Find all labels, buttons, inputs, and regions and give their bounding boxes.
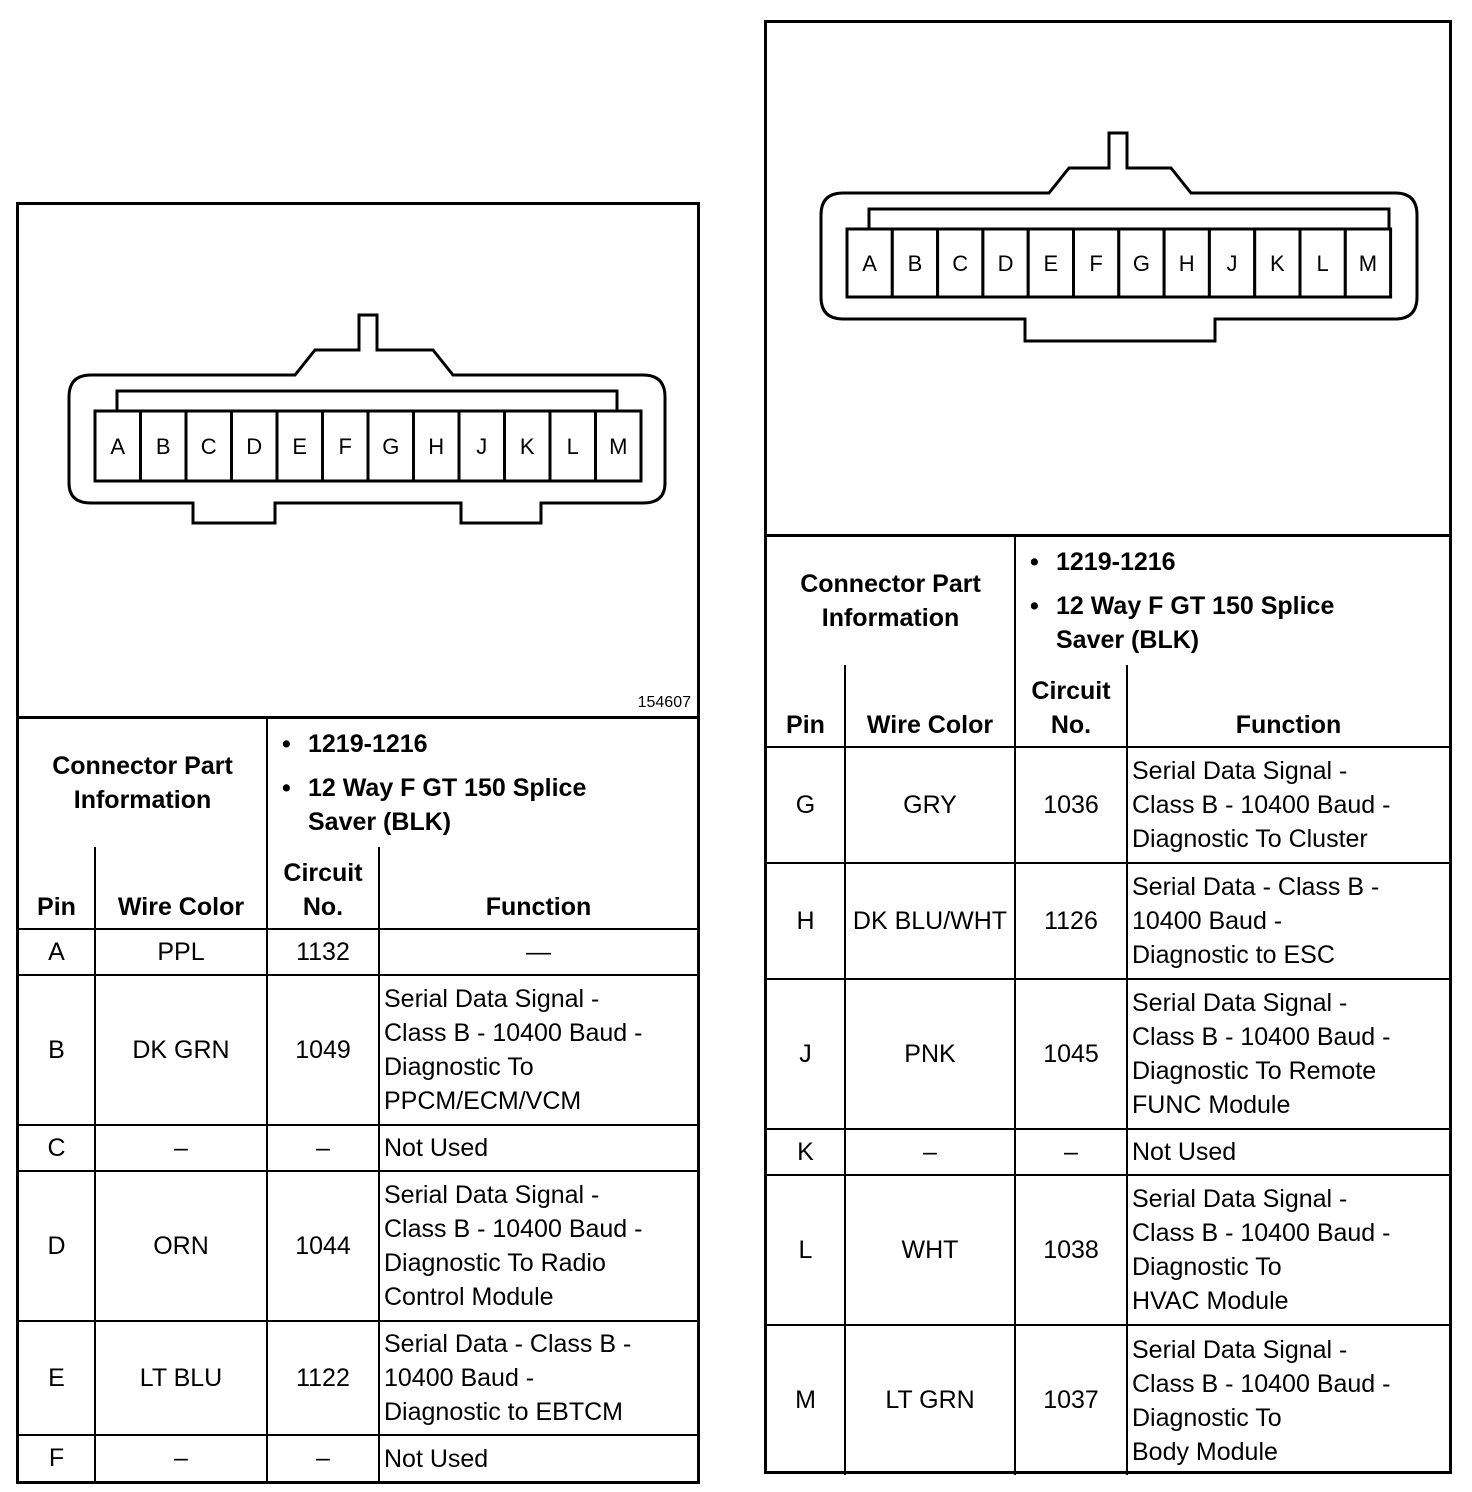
circuit-header: Circuit No.	[267, 847, 379, 929]
function-line: Serial Data Signal -	[384, 1181, 600, 1209]
function-cell	[1127, 1175, 1449, 1325]
pin-cell: L	[767, 1175, 845, 1325]
pin-label-f: F	[1089, 251, 1103, 276]
function-line: Class B - 10400 Baud -	[1132, 1023, 1391, 1051]
wire-color-cell: ORN	[95, 1171, 267, 1321]
pin-cell: K	[767, 1129, 845, 1175]
function-cell	[379, 1125, 697, 1171]
pin-label-a: A	[110, 434, 126, 459]
wire-color-header: Wire Color	[95, 847, 267, 929]
function-cell	[1127, 747, 1449, 863]
connector-part-label	[19, 719, 267, 847]
function-line: PPCM/ECM/VCM	[384, 1087, 582, 1115]
part-number: • 1219-1216	[1056, 545, 1441, 579]
pin-row-k	[767, 1129, 1449, 1175]
pin-row-m	[767, 1325, 1449, 1475]
function-line: Serial Data Signal -	[1132, 757, 1348, 785]
right-connector-part-info	[767, 537, 1449, 665]
pin-label-b: B	[155, 434, 171, 459]
function-line: Class B - 10400 Baud -	[384, 1019, 643, 1047]
connector-part-label-line2: Information	[821, 604, 960, 632]
pin-cell: F	[19, 1435, 95, 1481]
function-cell	[1127, 863, 1449, 979]
wire-color-cell: –	[95, 1435, 267, 1481]
function-line: 10400 Baud -	[384, 1364, 535, 1392]
function-line: Body Module	[1132, 1437, 1278, 1466]
circuit-cell: 1036	[1015, 747, 1127, 863]
wire-color-cell: GRY	[845, 747, 1015, 863]
function-line: Diagnostic To	[384, 1053, 534, 1081]
pin-header: Pin	[19, 847, 95, 929]
pin-cell: A	[19, 929, 95, 975]
pin-header: Pin	[767, 665, 845, 747]
circuit-cell: 1122	[267, 1321, 379, 1435]
circuit-cell: 1044	[267, 1171, 379, 1321]
function-line: Diagnostic To	[1132, 1253, 1282, 1281]
pin-label-m: M	[1358, 251, 1378, 276]
left-connector-part-info	[19, 719, 697, 847]
function-cell	[379, 1321, 697, 1435]
circuit-cell: 1126	[1015, 863, 1127, 979]
pin-cell: G	[767, 747, 845, 863]
figure-id: 154607	[637, 694, 691, 711]
function-line: Serial Data Signal -	[1132, 1185, 1348, 1213]
pin-label-d: D	[246, 434, 263, 459]
pin-cell: D	[19, 1171, 95, 1321]
pin-label-h: H	[428, 434, 445, 459]
pin-row-b	[19, 975, 697, 1125]
circuit-cell: –	[267, 1125, 379, 1171]
pin-row-f	[19, 1435, 697, 1481]
function-line: Serial Data Signal -	[1132, 1335, 1348, 1364]
connector-part-label-line1: Connector Part	[52, 752, 233, 780]
wire-color-cell: PPL	[95, 929, 267, 975]
function-line: Class B - 10400 Baud -	[384, 1215, 643, 1243]
pin-cell: E	[19, 1321, 95, 1435]
function-line: Class B - 10400 Baud -	[1132, 1369, 1391, 1398]
function-cell	[1127, 979, 1449, 1129]
right-pin-row	[847, 229, 1391, 297]
pin-cell: B	[19, 975, 95, 1125]
circuit-cell: 1037	[1015, 1325, 1127, 1475]
pin-label-c: C	[200, 434, 217, 459]
function-cell	[1127, 1325, 1449, 1475]
right-connector-drawing	[767, 23, 1449, 534]
circuit-cell: –	[1015, 1129, 1127, 1175]
pin-label-l: L	[1316, 251, 1329, 276]
function-line: Class B - 10400 Baud -	[1132, 791, 1391, 819]
function-cell	[379, 975, 697, 1125]
wire-color-cell: –	[95, 1125, 267, 1171]
function-line: Diagnostic to EBTCM	[384, 1398, 623, 1426]
function-cell	[379, 929, 697, 975]
function-line: Control Module	[384, 1283, 554, 1311]
wire-color-header: Wire Color	[845, 665, 1015, 747]
pin-label-j: J	[1226, 251, 1238, 276]
connector-part-label	[767, 537, 1015, 665]
pin-label-g: G	[1132, 251, 1151, 276]
part-description: • 12 Way F GT 150 Splice Saver (BLK)	[308, 771, 689, 839]
function-line: —	[526, 938, 551, 966]
right-pin-table	[767, 665, 1449, 1475]
function-header: Function	[1127, 665, 1449, 747]
function-line: HVAC Module	[1132, 1287, 1289, 1315]
left-pin-row	[95, 411, 641, 481]
pin-label-m: M	[609, 434, 628, 459]
circuit-header: Circuit No.	[1015, 665, 1127, 747]
wire-color-cell: LT BLU	[95, 1321, 267, 1435]
function-line: Class B - 10400 Baud -	[1132, 1219, 1391, 1247]
pin-label-h: H	[1178, 251, 1195, 276]
pin-label-k: K	[1270, 251, 1285, 276]
function-line: Diagnostic To Radio	[384, 1249, 606, 1277]
function-line: Not Used	[384, 1444, 489, 1473]
left-connector-diagram	[19, 205, 697, 719]
pin-row-e	[19, 1321, 697, 1435]
function-line: Diagnostic To	[1132, 1403, 1282, 1432]
pin-row-h	[767, 863, 1449, 979]
function-cell	[1127, 1129, 1449, 1175]
right-connector-diagram	[767, 23, 1449, 537]
right-connector-panel	[764, 20, 1452, 1474]
function-line: Diagnostic To Remote	[1132, 1057, 1377, 1085]
wire-color-cell: DK GRN	[95, 975, 267, 1125]
circuit-cell: 1038	[1015, 1175, 1127, 1325]
function-line: Serial Data Signal -	[384, 985, 600, 1013]
pin-cell: J	[767, 979, 845, 1129]
pin-label-f: F	[338, 434, 352, 459]
pin-label-d: D	[997, 251, 1014, 276]
wire-color-cell: DK BLU/WHT	[845, 863, 1015, 979]
function-line: FUNC Module	[1132, 1091, 1291, 1119]
part-number: • 1219-1216	[308, 727, 689, 761]
pin-row-a	[19, 929, 697, 975]
circuit-cell: 1132	[267, 929, 379, 975]
pin-label-e: E	[292, 434, 308, 459]
connector-part-values	[1015, 537, 1449, 665]
function-line: 10400 Baud -	[1132, 907, 1283, 935]
pin-label-l: L	[566, 434, 579, 459]
wire-color-cell: LT GRN	[845, 1325, 1015, 1475]
pin-label-k: K	[519, 434, 535, 459]
pin-cell: M	[767, 1325, 845, 1475]
wire-color-cell: PNK	[845, 979, 1015, 1129]
function-line: Serial Data - Class B -	[384, 1330, 632, 1358]
pin-row-d	[19, 1171, 697, 1321]
pin-row-c	[19, 1125, 697, 1171]
pin-label-a: A	[862, 251, 877, 276]
function-line: Diagnostic To Cluster	[1132, 825, 1368, 853]
pin-row-g	[767, 747, 1449, 863]
function-line: Serial Data Signal -	[1132, 989, 1348, 1017]
pin-row-j	[767, 979, 1449, 1129]
pin-row-l	[767, 1175, 1449, 1325]
left-pin-rows	[19, 929, 697, 1481]
left-pin-table	[19, 847, 697, 1481]
function-line: Not Used	[1132, 1138, 1237, 1166]
part-description: • 12 Way F GT 150 Splice Saver (BLK)	[1056, 589, 1441, 657]
left-connector-latch-rail	[117, 391, 617, 411]
connector-part-label-line2: Information	[73, 786, 212, 814]
function-line: Diagnostic to ESC	[1132, 941, 1335, 969]
pin-label-e: E	[1043, 251, 1059, 276]
pin-label-j: J	[476, 434, 488, 459]
function-header: Function	[379, 847, 697, 929]
function-line: Not Used	[384, 1134, 489, 1162]
left-connector-panel	[16, 202, 700, 1484]
connector-part-values	[267, 719, 697, 847]
left-connector-drawing	[19, 205, 697, 716]
pin-label-g: G	[382, 434, 400, 459]
function-cell	[379, 1435, 697, 1481]
right-pin-rows	[767, 747, 1449, 1475]
pin-cell: C	[19, 1125, 95, 1171]
circuit-cell: 1049	[267, 975, 379, 1125]
function-cell	[379, 1171, 697, 1321]
function-line: Serial Data - Class B -	[1132, 873, 1380, 901]
connector-part-label-line1: Connector Part	[800, 570, 981, 598]
right-connector-latch-rail	[869, 209, 1389, 229]
wire-color-cell: WHT	[845, 1175, 1015, 1325]
pin-label-c: C	[952, 251, 969, 276]
circuit-cell: 1045	[1015, 979, 1127, 1129]
circuit-cell: –	[267, 1435, 379, 1481]
pin-label-b: B	[907, 251, 923, 276]
wire-color-cell: –	[845, 1129, 1015, 1175]
pin-cell: H	[767, 863, 845, 979]
